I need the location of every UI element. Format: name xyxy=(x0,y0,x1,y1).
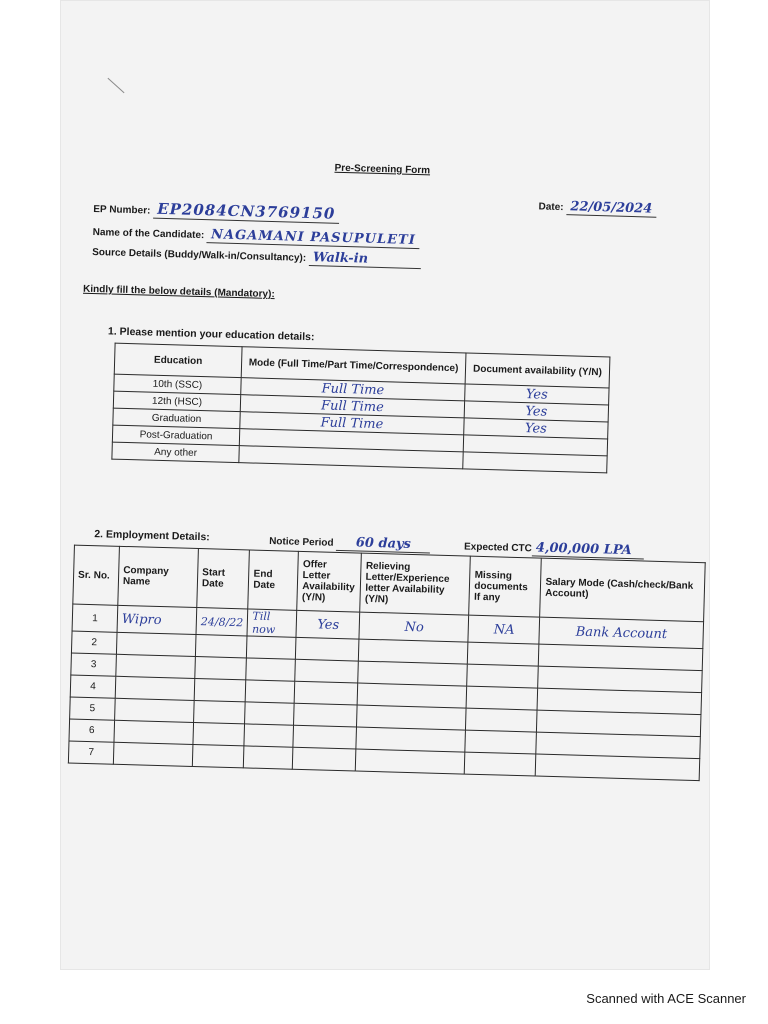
missing-documents-cell xyxy=(465,730,537,754)
company-cell xyxy=(116,654,196,678)
start-date-cell: 24/8/22 xyxy=(196,608,248,636)
instruction-text: Kindly fill the below details (Mandatory): xyxy=(82,283,275,301)
candidate-name-value: NAGAMANI PASUPULETI xyxy=(207,227,420,249)
end-date-col-header: End Date xyxy=(248,550,299,610)
end-date-cell xyxy=(244,746,294,769)
end-date-cell xyxy=(245,702,295,725)
sr-no-cell: 6 xyxy=(69,719,115,742)
candidate-name-label: Name of the Candidate: xyxy=(92,226,205,242)
offer-letter-cell xyxy=(293,747,357,771)
relieving-letter-cell xyxy=(356,727,466,752)
education-document-cell: Yes xyxy=(464,401,608,422)
company-cell xyxy=(116,632,196,656)
education-col-header: Education xyxy=(114,343,242,378)
employment-heading: 2. Employment Details: xyxy=(94,528,210,544)
salary-mode-cell: Bank Account xyxy=(539,617,703,649)
form-title: Pre-Screening Form xyxy=(334,162,431,177)
notice-period-value: 60 days xyxy=(336,535,430,554)
education-document-cell xyxy=(463,452,607,473)
offer-letter-cell xyxy=(296,637,360,661)
missing-documents-cell xyxy=(468,642,540,666)
education-level-cell: Any other xyxy=(112,442,239,463)
company-cell xyxy=(115,676,195,700)
end-date-cell xyxy=(246,658,296,681)
missing-documents-col-header: Missing documents If any xyxy=(469,556,542,617)
relieving-letter-col-header: Relieving Letter/Experience letter Availability (Y/N) xyxy=(360,553,471,615)
sr-no-cell: 7 xyxy=(68,741,114,764)
offer-letter-cell xyxy=(294,703,358,727)
company-cell: Wipro xyxy=(117,605,197,634)
document-col-header: Document availability (Y/N) xyxy=(465,353,610,388)
sr-no-cell: 3 xyxy=(71,653,117,676)
start-date-cell xyxy=(194,700,246,723)
date-label: Date: xyxy=(538,201,564,214)
relieving-letter-cell xyxy=(358,683,468,708)
salary-mode-cell xyxy=(536,754,700,781)
relieving-letter-cell xyxy=(357,705,467,730)
education-document-cell: Yes xyxy=(464,418,608,439)
source-details-label: Source Details (Buddy/Walk-in/Consultancy): xyxy=(91,246,307,264)
form-sheet xyxy=(77,150,695,826)
company-col-header: Company Name xyxy=(118,546,199,607)
start-date-cell xyxy=(195,657,247,680)
ep-number-field xyxy=(93,198,339,224)
date-value: 22/05/2024 xyxy=(566,199,656,218)
sr-no-cell: 4 xyxy=(70,675,116,698)
ep-number-label: EP Number: xyxy=(93,203,151,217)
expected-ctc-value: 4,00,000 LPA xyxy=(532,540,644,559)
education-level-cell: 10th (SSC) xyxy=(114,374,241,395)
employment-table xyxy=(68,545,706,782)
offer-letter-cell: Yes xyxy=(296,610,360,639)
relieving-letter-cell: No xyxy=(359,612,469,642)
offer-letter-cell xyxy=(293,725,357,749)
education-mode-cell: Full Time xyxy=(240,395,464,418)
missing-documents-cell xyxy=(467,664,539,688)
end-date-cell xyxy=(247,636,297,659)
end-date-cell xyxy=(244,724,294,747)
start-date-cell xyxy=(193,722,245,745)
education-level-cell: Post-Graduation xyxy=(112,425,239,446)
education-heading: 1. Please mention your education details: xyxy=(107,325,315,344)
missing-documents-cell xyxy=(465,752,537,776)
ep-number-value: EP2084CN3769150 xyxy=(153,200,340,224)
company-cell xyxy=(114,720,194,744)
company-cell xyxy=(113,742,193,766)
salary-mode-col-header: Salary Mode (Cash/check/Bank Account) xyxy=(540,558,705,622)
sr-no-cell: 2 xyxy=(71,631,117,654)
sr-no-cell: 1 xyxy=(72,604,118,632)
sr-no-col-header: Sr. No. xyxy=(73,545,120,605)
offer-letter-cell xyxy=(295,681,359,705)
offer-letter-col-header: Offer Letter Availability (Y/N) xyxy=(297,551,362,612)
end-date-cell: Till now xyxy=(247,609,297,637)
missing-documents-cell xyxy=(466,686,538,710)
start-date-col-header: Start Date xyxy=(197,549,250,609)
mode-col-header: Mode (Full Time/Part Time/Correspondence) xyxy=(241,347,466,384)
education-mode-cell: Full Time xyxy=(240,412,464,435)
scanner-watermark: Scanned with ACE Scanner xyxy=(586,991,746,1006)
missing-documents-cell: NA xyxy=(468,615,540,644)
source-details-value: Walk-in xyxy=(309,250,421,269)
expected-ctc-label: Expected CTC xyxy=(463,541,532,555)
education-document-cell: Yes xyxy=(465,384,609,405)
start-date-cell xyxy=(192,744,244,767)
start-date-cell xyxy=(194,678,246,701)
relieving-letter-cell xyxy=(356,749,466,774)
education-table xyxy=(111,343,610,474)
relieving-letter-cell xyxy=(359,639,469,664)
education-level-cell: 12th (HSC) xyxy=(113,391,240,412)
start-date-cell xyxy=(195,635,247,658)
relieving-letter-cell xyxy=(358,661,468,686)
missing-documents-cell xyxy=(466,708,538,732)
end-date-cell xyxy=(246,680,296,703)
education-mode-cell: Full Time xyxy=(241,378,465,401)
sr-no-cell: 5 xyxy=(70,697,116,720)
company-cell xyxy=(115,698,195,722)
education-level-cell: Graduation xyxy=(113,408,240,429)
date-field xyxy=(538,198,656,217)
notice-period-label: Notice Period xyxy=(268,536,334,549)
offer-letter-cell xyxy=(295,659,359,683)
